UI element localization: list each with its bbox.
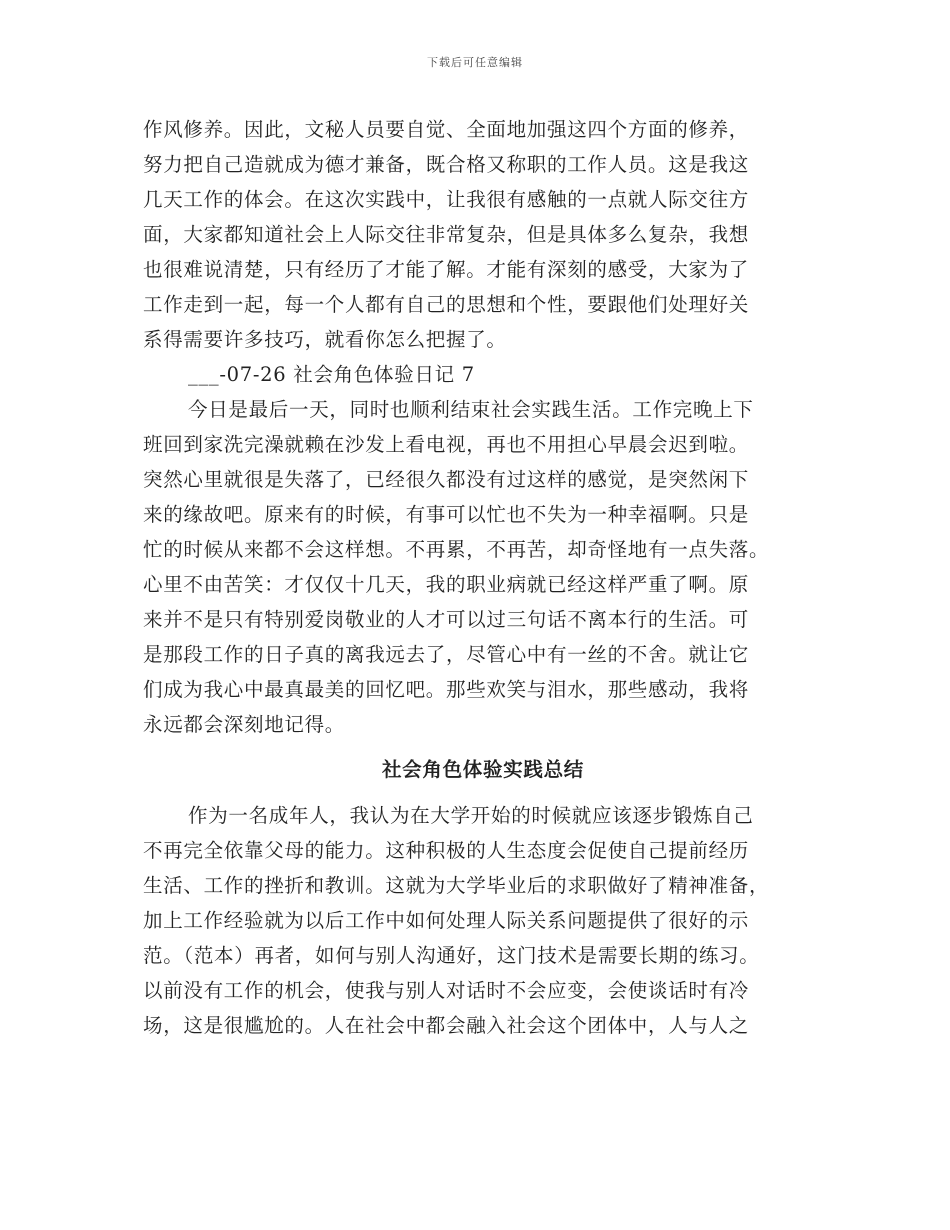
paragraph-line: 今日是最后一天，同时也顺利结束社会实践生活。工作完晚上下 bbox=[188, 398, 754, 421]
paragraph-line: 们成为我心中最真最美的回忆吧。那些欢笑与泪水，那些感动，我将 bbox=[143, 678, 750, 701]
paragraph-line: 以前没有工作的机会，使我与别人对话时不会应变，会使谈话时有冷 bbox=[143, 979, 750, 1002]
paragraph-line: 几天工作的体会。在这次实践中，让我很有感触的一点就人际交往方 bbox=[143, 188, 750, 211]
paragraph-line: 工作走到一起，每一个人都有自己的思想和个性，要跟他们处理好关 bbox=[143, 293, 750, 316]
paragraph-line: 班回到家洗完澡就赖在沙发上看电视，再也不用担心早晨会迟到啦。 bbox=[143, 433, 750, 456]
paragraph-line: 是那段工作的日子真的离我远去了，尽管心中有一丝的不舍。就让它 bbox=[143, 643, 750, 666]
paragraph-line: 来的缘故吧。原来有的时候，有事可以忙也不失为一种幸福啊。只是 bbox=[143, 503, 750, 526]
document-body bbox=[143, 112, 823, 1043]
section-title: 社会角色体验实践总结 bbox=[381, 758, 584, 781]
paragraph-line: 突然心里就很是失落了，已经很久都没有过这样的感觉，是突然闲下 bbox=[143, 468, 750, 491]
paragraph-line: 也很难说清楚，只有经历了才能了解。才能有深刻的感受，大家为了 bbox=[143, 258, 750, 281]
paragraph-line: 努力把自己造就成为德才兼备，既合格又称职的工作人员。这是我这 bbox=[143, 153, 750, 176]
summary-section bbox=[143, 798, 823, 1043]
paragraph-line: 心里不由苦笑：才仅仅十几天，我的职业病就已经这样严重了啊。原 bbox=[143, 573, 750, 596]
paragraph-line: 作为一名成年人，我认为在大学开始的时候就应该逐步锻炼自己 bbox=[188, 804, 754, 827]
paragraph-line: 来并不是只有特别爱岗敬业的人才可以过三句话不离本行的生活。可 bbox=[143, 608, 750, 631]
page-header: 下载后可任意编辑 bbox=[427, 56, 523, 69]
paragraph-line: 永远都会深刻地记得。 bbox=[143, 713, 346, 736]
paragraph-line: 场，这是很尴尬的。人在社会中都会融入社会这个团体中，人与人之 bbox=[143, 1014, 750, 1037]
paragraph-line: 范。（范本）再者，如何与别人沟通好，这门技术是需要长期的练习。 bbox=[143, 944, 760, 967]
paragraph-line: 作风修养。因此，文秘人员要自觉、全面地加强这四个方面的修养， bbox=[143, 118, 750, 141]
paragraph-line: 加上工作经验就为以后工作中如何处理人际关系问题提供了很好的示 bbox=[143, 909, 750, 932]
paragraph-line: 不再完全依靠父母的能力。这种积极的人生态度会促使自己提前经历 bbox=[143, 839, 750, 862]
paragraph-line: 系得需要许多技巧，就看你怎么把握了。 bbox=[143, 328, 507, 351]
diary-entry bbox=[143, 357, 823, 742]
paragraph-line: 忙的时候从来都不会这样想。不再累，不再苦，却奇怪地有一点失落。 bbox=[143, 538, 770, 561]
diary-heading: ___-07-26 社会角色体验日记 7 bbox=[188, 363, 475, 386]
paragraph-line: 面，大家都知道社会上人际交往非常复杂，但是具体多么复杂，我想 bbox=[143, 223, 750, 246]
paragraph-line: 生活、工作的挫折和教训。这就为大学毕业后的求职做好了精神准备， bbox=[143, 874, 770, 897]
section-continuation bbox=[143, 112, 823, 357]
